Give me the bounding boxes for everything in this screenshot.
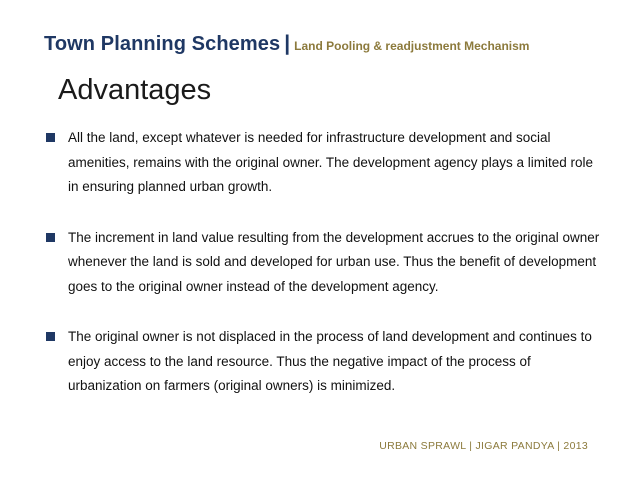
- header-subtitle: Land Pooling & readjustment Mechanism: [294, 39, 530, 53]
- bullet-list: [44, 126, 604, 399]
- square-bullet-icon: [46, 133, 55, 142]
- square-bullet-icon: [46, 332, 55, 341]
- bullet-text: All the land, except whatever is needed for infrastructure development and social amenities, remains with the original owner. The development agency plays a limited role in ensuring planned urban growth.: [68, 130, 594, 194]
- header-title: Town Planning Schemes: [44, 33, 281, 55]
- header-separator: |: [284, 32, 291, 55]
- slide-header: [44, 32, 529, 56]
- bullet-text: The increment in land value resulting from the development accrues to the original owner whenever the land is sold and developed for urban use. Thus the benefit of development goes to the original owner instead of the development agency.: [68, 229, 600, 294]
- bullet-text: The original owner is not displaced in the process of land development and continues to enjoy access to the land resource. Thus the negative impact of the process of urbanization on farmers (original owners) is minimized.: [68, 329, 592, 393]
- list-item: [44, 325, 604, 399]
- square-bullet-icon: [46, 233, 55, 242]
- list-item: [44, 226, 604, 300]
- list-item: [44, 126, 604, 200]
- page-title: Advantages: [58, 74, 212, 106]
- slide-footer: URBAN SPRAWL | JIGAR PANDYA | 2013: [379, 440, 588, 452]
